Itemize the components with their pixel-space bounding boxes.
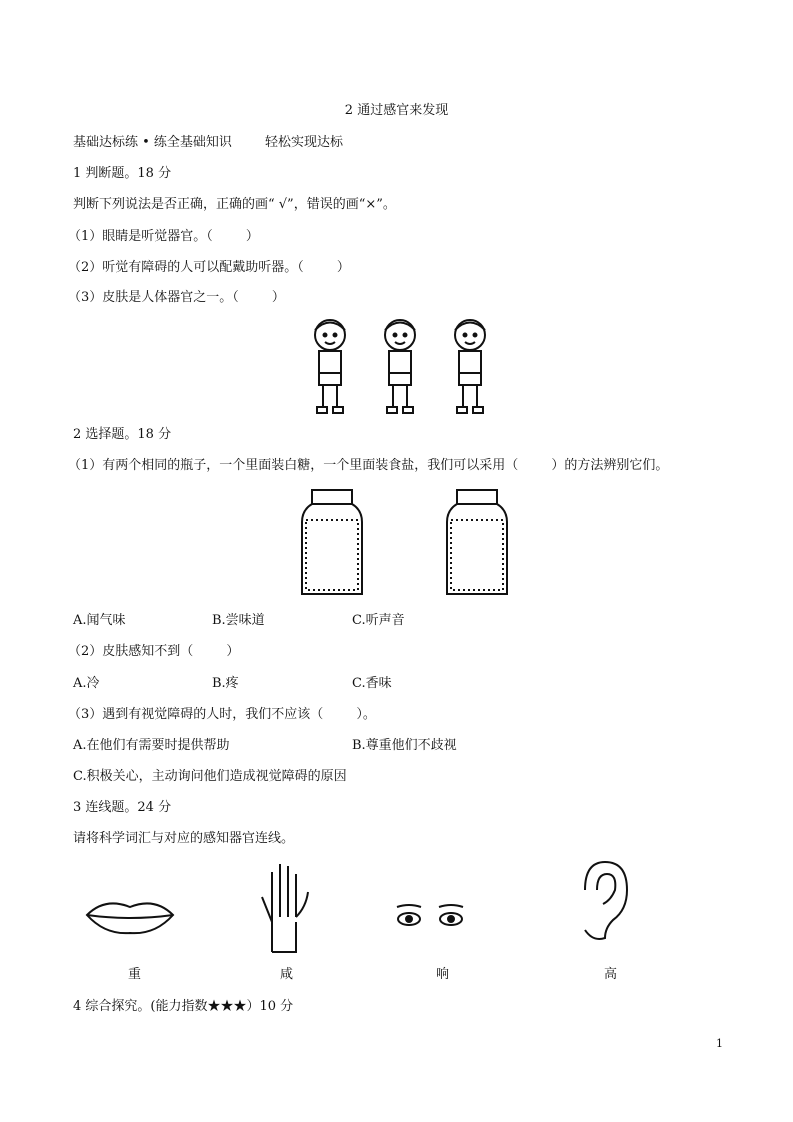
q4-heading: 4 综合探究。(能力指数★★★）10 分: [73, 999, 294, 1014]
q2-s3-option: A.在他们有需要时提供帮助: [73, 738, 230, 753]
children-illustration: [305, 315, 495, 421]
hand-icon: [260, 862, 310, 958]
q3-instruction: 请将科学词汇与对应的感知器官连线。: [73, 831, 295, 846]
q1-item: （3）皮肤是人体器官之一。（ ）: [68, 290, 285, 305]
q2-s1-option: C.听声音: [352, 613, 405, 628]
q2-s2: （2）皮肤感知不到（ ）: [68, 644, 240, 659]
q2-heading: 2 选择题。18 分: [73, 427, 172, 442]
bottles-illustration: [300, 488, 510, 604]
q2-s1-option: A.闻气味: [73, 613, 126, 628]
q2-s3-option: C.积极关心，主动询问他们造成视觉障碍的原因: [73, 769, 347, 784]
page-number: 1: [716, 1037, 723, 1050]
q1-instruction: 判断下列说法是否正确，正确的画“ √”，错误的画“×”。: [73, 197, 396, 212]
page-title: 2 通过感官来发现: [344, 103, 449, 118]
lips-icon: [85, 895, 175, 949]
word: 重: [128, 967, 142, 982]
q1-item: （1）眼睛是听觉器官。（ ）: [68, 229, 259, 244]
q2-s3-option: B.尊重他们不歧视: [352, 738, 457, 753]
q2-s1: （1）有两个相同的瓶子，一个里面装白糖，一个里面装食盐，我们可以采用（ ）的方法辨别它们。: [68, 458, 669, 473]
eyes-icon: [395, 903, 465, 933]
ear-icon: [575, 860, 630, 946]
q2-s2-option: C.香味: [352, 676, 392, 691]
q1-heading: 1 判断题。18 分: [73, 166, 172, 181]
q2-s2-option: B.疼: [212, 676, 239, 691]
word: 咸: [280, 967, 294, 982]
q2-s2-option: A.冷: [73, 676, 100, 691]
q2-s1-option: B.尝味道: [212, 613, 265, 628]
q2-s3: （3）遇到有视觉障碍的人时，我们不应该（ ）。: [68, 707, 376, 722]
word: 响: [436, 967, 450, 982]
word: 高: [604, 967, 618, 982]
q1-item: （2）听觉有障碍的人可以配戴助听器。（ ）: [68, 260, 350, 275]
q3-heading: 3 连线题。24 分: [73, 800, 172, 815]
subtitle: 基础达标练 • 练全基础知识 轻松实现达标: [73, 135, 343, 150]
